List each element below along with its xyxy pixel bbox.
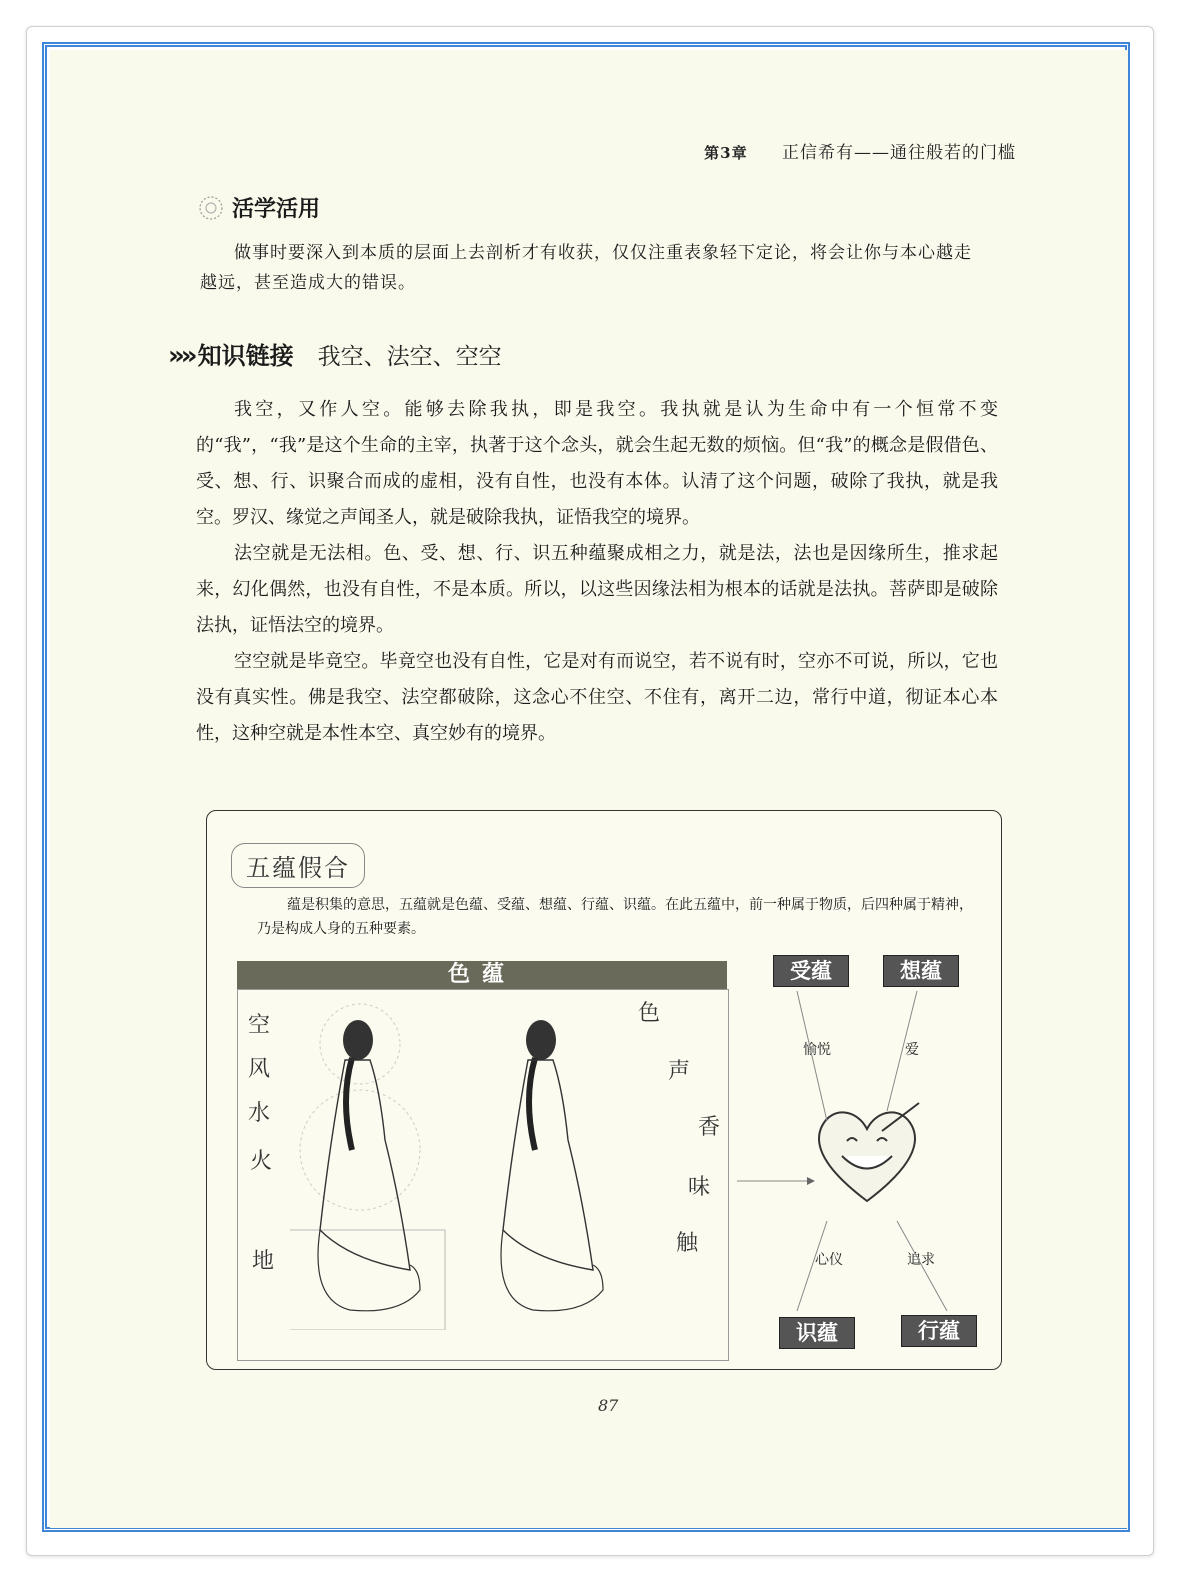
flower-icon: [198, 195, 224, 221]
element-huo: 火: [250, 1149, 273, 1174]
body-text: [196, 392, 998, 752]
chapter-title: 正信希有——通往般若的门槛: [782, 143, 1016, 163]
flow-arrows: [727, 981, 997, 1321]
figure-title: 五蕴假合: [231, 843, 365, 888]
figure-description: [257, 893, 977, 941]
element-shui: 水: [248, 1101, 271, 1126]
form-aggregate-panel: [237, 989, 729, 1361]
section-text: 做事时要深入到本质的层面上去剖析才有收获，仅仅注重表象轻下定论，将会让你与本心越走越远，甚至造成大的错误。: [200, 243, 972, 293]
seated-figure-left: [290, 1000, 450, 1330]
seated-figure-right: [473, 1000, 633, 1330]
link-subtitle: 我空、法空、空空: [317, 344, 502, 370]
paragraph-1: 我空，又作人空。能够去除我执，即是我空。我执就是认为生命中有一个恒常不变的“我”，“我”是这个生命的主宰，执著于这个念头，就会生起无数的烦恼。但“我”的概念是假借色、受、想、行、识聚合而成的虚相，没有自性，也没有本体。认清了这个问题，破除了我执，就是我空。罗汉、缘觉之声闻圣人，就是破除我执，证悟我空的境界。: [196, 399, 998, 528]
perception-aggregate-box: 想蕴: [883, 955, 959, 987]
element-kong: 空: [248, 1013, 271, 1038]
figure-desc-text: 蕴是积集的意思，五蕴就是色蕴、受蕴、想蕴、行蕴、识蕴。在此五蕴中，前一种属于物质，后四种属于精神，乃是构成人身的五种要素。: [257, 897, 973, 937]
form-aggregate-bar: 色蕴: [237, 961, 727, 989]
label-ai: 爱: [905, 1042, 919, 1058]
consciousness-aggregate-box: 识蕴: [779, 1317, 855, 1349]
sense-wei: 味: [688, 1175, 711, 1200]
section-heading: [198, 192, 320, 223]
five-aggregates-figure: [206, 810, 1002, 1370]
sense-chu: 触: [676, 1231, 699, 1256]
element-feng: 风: [248, 1057, 271, 1082]
book-page: [50, 50, 1128, 1528]
paragraph-3: 空空就是毕竟空。毕竟空也没有自性，它是对有而说空，若不说有时，空亦不可说，所以，它也没有真实性。佛是我空、法空都破除，这念心不住空、不住有，离开二边，常行中道，彻证本心本性，这种空就是本性本空、真空妙有的境界。: [196, 651, 998, 744]
label-zhuiqiu: 追求: [907, 1252, 935, 1268]
sense-sheng: 声: [668, 1059, 691, 1084]
label-xinyi: 心仪: [815, 1252, 843, 1268]
label-yuyue: 愉悦: [803, 1042, 831, 1058]
element-di: 地: [252, 1249, 275, 1274]
formation-aggregate-box: 行蕴: [901, 1315, 977, 1347]
page-number: 87: [598, 1396, 619, 1415]
running-header: [704, 138, 1016, 163]
sense-se: 色: [638, 1001, 661, 1026]
double-chevron-icon-2: »: [180, 341, 192, 371]
chapter-label: 第3章: [704, 144, 748, 162]
feeling-aggregate-box: 受蕴: [773, 955, 849, 987]
link-title: 知识链接: [197, 342, 294, 370]
sense-xiang: 香: [698, 1115, 721, 1140]
paragraph-2: 法空就是无法相。色、受、想、行、识五种蕴聚成相之力，就是法，法也是因缘所生，推求起来，幻化偶然，也没有自性，不是本质。所以，以这些因缘法相为根本的话就是法执。菩萨即是破除法执，证悟法空的境界。: [196, 543, 998, 636]
double-chevron-icon: »: [168, 341, 179, 371]
section-title: 活学活用: [232, 197, 321, 222]
knowledge-link-heading: [168, 336, 502, 371]
